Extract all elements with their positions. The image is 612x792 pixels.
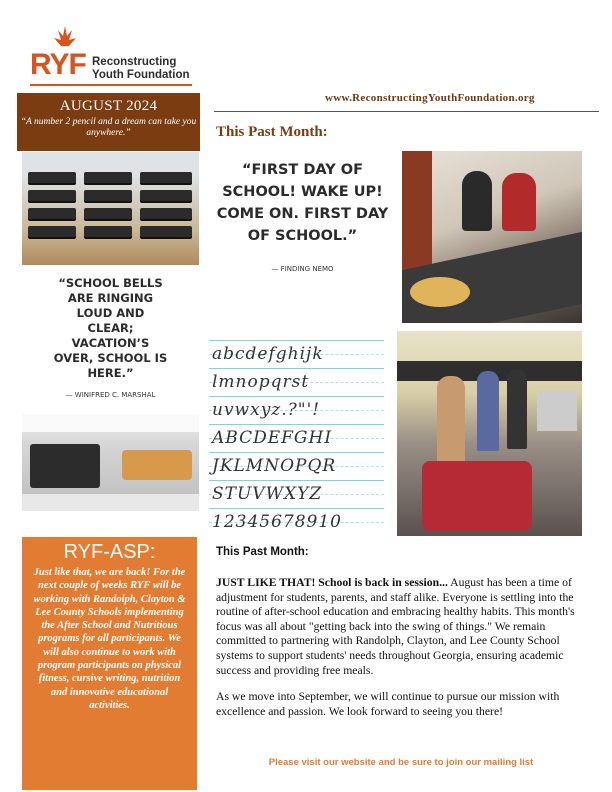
cursive-alphabet-chart	[209, 340, 384, 536]
cursive-row: lmnopqrst	[209, 368, 384, 397]
quote-bells-attribution: — WINIFRED C. MARSHAL	[65, 391, 156, 399]
photo-serving-line	[402, 151, 582, 323]
quote-first-day-attribution: — FINDING NEMO	[271, 265, 334, 273]
website-link[interactable]: www.ReconstructingYouthFoundation.org	[325, 92, 535, 104]
article-heading: This Past Month:	[216, 546, 309, 558]
logo-name-line2: Youth Foundation	[92, 69, 190, 81]
logo-underline	[30, 84, 192, 86]
logo-name-line1: Reconstructing	[92, 56, 177, 68]
cursive-row: abcdefghijk	[209, 340, 384, 369]
foundation-logo	[30, 26, 200, 92]
photo-students-cafeteria	[397, 331, 582, 536]
month-title: AUGUST 2024	[59, 98, 158, 114]
quote-bells-text: “SCHOOL BELLS ARE RINGING LOUD AND CLEAR; VACATION’S OVER, SCHOOL IS HERE.”	[53, 276, 168, 380]
footer-call-to-action[interactable]: Please visit our website and be sure to join our mailing list	[268, 757, 534, 768]
article-lead: JUST LIKE THAT! School is back in session...	[216, 576, 448, 589]
article-body	[216, 576, 586, 731]
section-title: This Past Month:	[216, 124, 328, 140]
photo-food-tables	[22, 414, 199, 511]
cursive-row: 12345678910	[209, 508, 384, 537]
cursive-row: JKLMNOPQR	[209, 452, 384, 481]
article-paragraph-1	[216, 576, 586, 678]
quote-card-first-day	[215, 151, 390, 341]
cursive-row: ABCDEFGHI	[209, 424, 384, 453]
article-paragraph-2: As we move into September, we will continue to pursue our mission with excellence and passion. We look forward to seeing you there!	[216, 690, 560, 718]
cursive-row: STUVWXYZ	[209, 480, 384, 509]
quote-card-school-bells	[22, 266, 199, 414]
cursive-row: uvwxyz.?"'!	[209, 396, 384, 425]
asp-body: Just like that, we are back! For the next couple of weeks RYF will be working with Randolph, Clayton & Lee County Schools implementing the After School and Nutritious programs for all participants. We will also continue to work with program participants on physical fitness, cursive writing, nutrition and innovative educational activities.	[33, 567, 186, 711]
month-quote: “A number 2 pencil and a dream can take you anywhere.”	[20, 117, 197, 138]
month-banner	[17, 93, 200, 151]
article-paragraph-1-text: August has been a time of adjustment for students, parents, and staff alike. Everyone is settling into the routine of after-school education and embracing healthy habits. This month's focus was all about "getting back into the swing of things." We remain committed to partnering with Randolph, Clayton, and Lee County School systems to support students' needs throughout Georgia, ensuring academic success and providing free meals.	[216, 576, 575, 677]
header-divider	[214, 111, 599, 112]
asp-heading: RYF-ASP:	[63, 541, 156, 563]
asp-panel	[22, 537, 197, 790]
quote-first-day-text: “FIRST DAY OF SCHOOL! WAKE UP! COME ON. FIRST DAY OF SCHOOL.”	[216, 162, 389, 244]
logo-name	[92, 56, 190, 82]
logo-mark: RYF	[30, 48, 86, 81]
photo-meal-trays	[22, 152, 199, 265]
